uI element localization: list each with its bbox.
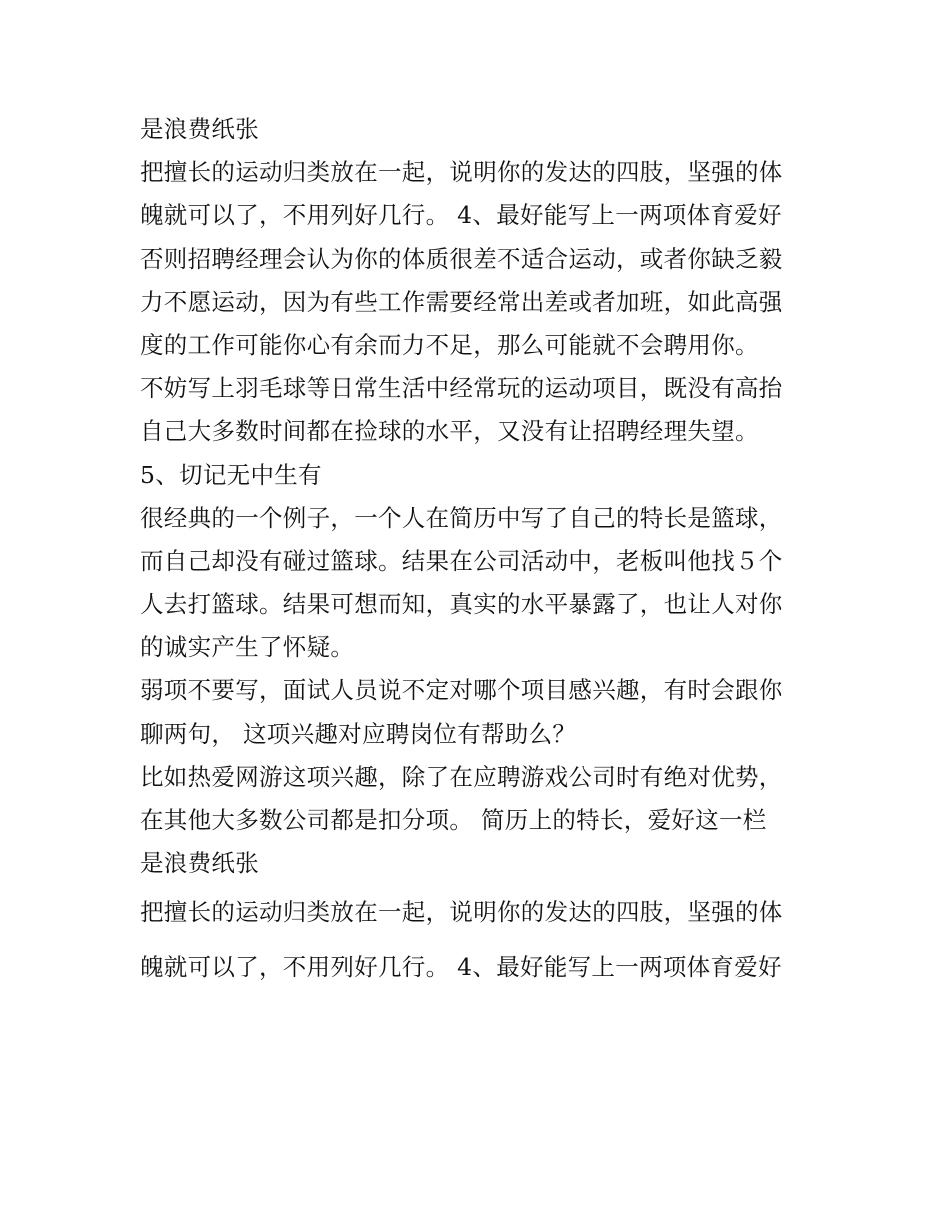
text-line: 弱项不要写，面试人员说不定对哪个项目感兴趣，有时会跟你: [140, 676, 783, 705]
text-line: 的诚实产生了怀疑。: [140, 633, 355, 662]
text-line: 聊两句， 这项兴趣对应聘岗位有帮助么？: [140, 719, 577, 748]
text-line: 否则招聘经理会认为你的体质很差不适合运动，或者你缺乏毅: [140, 244, 783, 273]
text-line: 比如热爱网游这项兴趣，除了在应聘游戏公司时有绝对优势，: [140, 762, 783, 791]
section-heading: 5、切记无中生有: [140, 460, 322, 489]
text-line: 度的工作可能你心有余而力不足，那么可能就不会聘用你。: [140, 330, 759, 359]
text-line: 是浪费纸张: [140, 849, 259, 878]
text-line: 魄就可以了，不用列好几行。 4、最好能写上一两项体育爱好: [140, 201, 782, 230]
text-line: 把擅长的运动归类放在一起，说明你的发达的四肢，坚强的体: [140, 158, 783, 187]
text-line: 很经典的一个例子，一个人在简历中写了自己的特长是篮球，: [140, 503, 783, 532]
document-body: [140, 108, 820, 994]
text-line: 力不愿运动，因为有些工作需要经常出差或者加班，如此高强: [140, 287, 783, 316]
text-line: 不妨写上羽毛球等日常生活中经常玩的运动项目，既没有高抬: [140, 374, 783, 403]
text-line: 而自己却没有碰过篮球。结果在公司活动中，老板叫他找５个: [140, 546, 783, 575]
text-line: 魄就可以了，不用列好几行。 4、最好能写上一两项体育爱好: [140, 952, 782, 981]
text-line: 在其他大多数公司都是扣分项。 简历上的特长，爱好这一栏: [140, 806, 767, 834]
text-line: 自己大多数时间都在捡球的水平，又没有让招聘经理失望。: [140, 417, 759, 446]
text-line: 是浪费纸张: [140, 115, 259, 143]
text-line: 把擅长的运动归类放在一起，说明你的发达的四肢，坚强的体: [140, 898, 783, 927]
text-line: 人去打篮球。结果可想而知，真实的水平暴露了，也让人对你: [140, 590, 783, 619]
